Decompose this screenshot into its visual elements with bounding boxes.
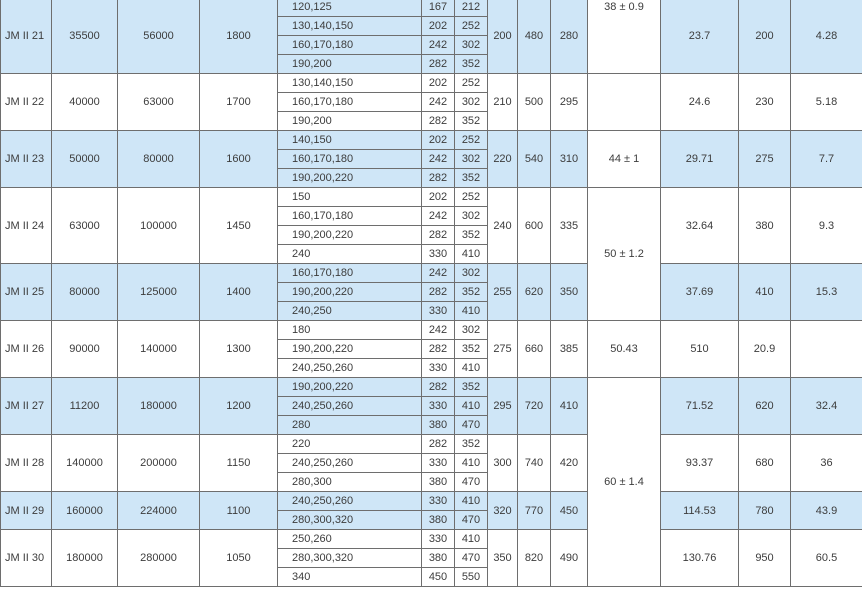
value-cell: 510 xyxy=(661,321,739,378)
model-cell: JM II 21 xyxy=(1,0,52,74)
value-cell: 37.69 xyxy=(661,264,739,321)
value-cell: 63000 xyxy=(52,188,118,264)
value-cell: 380 xyxy=(422,511,455,530)
value-cell: 1050 xyxy=(200,530,278,587)
bore-size-cell: 280 xyxy=(278,416,422,435)
value-cell: 202 xyxy=(422,74,455,93)
value-cell: 302 xyxy=(455,150,488,169)
value-cell: 295 xyxy=(551,74,588,131)
value-cell: 302 xyxy=(455,207,488,226)
value-cell: 242 xyxy=(422,93,455,112)
bore-size-cell: 190,200,220 xyxy=(278,340,422,359)
value-cell: 1400 xyxy=(200,264,278,321)
value-cell: 500 xyxy=(518,74,551,131)
value-cell: 90000 xyxy=(52,321,118,378)
value-cell: 335 xyxy=(551,188,588,264)
value-cell: 140000 xyxy=(52,435,118,492)
value-cell: 480 xyxy=(518,0,551,74)
value-cell: 255 xyxy=(488,264,518,321)
value-cell: 352 xyxy=(455,169,488,188)
bore-size-cell: 150 xyxy=(278,188,422,207)
model-cell: JM II 26 xyxy=(1,321,52,378)
bore-size-cell: 190,200,220 xyxy=(278,169,422,188)
value-cell: 300 xyxy=(488,435,518,492)
value-cell: 20.9 xyxy=(739,321,791,378)
value-cell: 1600 xyxy=(200,131,278,188)
bore-size-cell: 280,300,320 xyxy=(278,511,422,530)
value-cell: 32.4 xyxy=(791,378,862,435)
tolerance-cell: 44 ± 1 xyxy=(588,131,661,188)
value-cell: 302 xyxy=(455,36,488,55)
model-cell: JM II 25 xyxy=(1,264,52,321)
value-cell: 167 xyxy=(422,0,455,17)
value-cell: 1800 xyxy=(200,0,278,74)
value-cell: 282 xyxy=(422,226,455,245)
value-cell: 410 xyxy=(455,492,488,511)
value-cell: 275 xyxy=(488,321,518,378)
value-cell: 202 xyxy=(422,131,455,150)
value-cell: 56000 xyxy=(118,0,200,74)
bore-size-cell: 140,150 xyxy=(278,131,422,150)
value-cell: 410 xyxy=(739,264,791,321)
value-cell: 410 xyxy=(551,378,588,435)
value-cell: 160000 xyxy=(52,492,118,530)
value-cell: 282 xyxy=(422,112,455,131)
model-cell: JM II 30 xyxy=(1,530,52,587)
value-cell: 1200 xyxy=(200,378,278,435)
value-cell: 130.76 xyxy=(661,530,739,587)
value-cell: 282 xyxy=(422,55,455,74)
value-cell: 450 xyxy=(551,492,588,530)
value-cell: 242 xyxy=(422,321,455,340)
bore-size-cell: 280,300 xyxy=(278,473,422,492)
value-cell: 50000 xyxy=(52,131,118,188)
model-cell: JM II 22 xyxy=(1,74,52,131)
value-cell: 180000 xyxy=(118,378,200,435)
value-cell: 330 xyxy=(422,245,455,264)
value-cell: 282 xyxy=(422,378,455,397)
value-cell: 1450 xyxy=(200,188,278,264)
value-cell: 380 xyxy=(422,473,455,492)
value-cell: 740 xyxy=(518,435,551,492)
bore-size-cell: 130,140,150 xyxy=(278,74,422,93)
table-row xyxy=(1,264,862,283)
bore-size-cell: 280,300,320 xyxy=(278,549,422,568)
value-cell: 71.52 xyxy=(661,378,739,435)
value-cell: 410 xyxy=(455,454,488,473)
value-cell: 210 xyxy=(488,74,518,131)
value-cell: 200000 xyxy=(118,435,200,492)
value-cell: 410 xyxy=(455,302,488,321)
value-cell: 80000 xyxy=(52,264,118,321)
value-cell: 950 xyxy=(739,530,791,587)
value-cell: 200 xyxy=(739,0,791,74)
bore-size-cell: 160,170,180 xyxy=(278,150,422,169)
value-cell: 310 xyxy=(551,131,588,188)
value-cell: 352 xyxy=(455,112,488,131)
value-cell: 1700 xyxy=(200,74,278,131)
value-cell: 550 xyxy=(455,568,488,587)
value-cell: 23.7 xyxy=(661,0,739,74)
tolerance-cell: 50 ± 1.2 xyxy=(588,188,661,321)
value-cell: 330 xyxy=(422,492,455,511)
value-cell: 1150 xyxy=(200,435,278,492)
value-cell: 380 xyxy=(422,416,455,435)
value-cell: 43.9 xyxy=(791,492,862,530)
value-cell: 100000 xyxy=(118,188,200,264)
value-cell: 780 xyxy=(739,492,791,530)
value-cell: 280 xyxy=(551,0,588,74)
bore-size-cell: 160,170,180 xyxy=(278,93,422,112)
table-row xyxy=(1,0,862,17)
value-cell: 242 xyxy=(422,150,455,169)
value-cell: 352 xyxy=(455,55,488,74)
value-cell: 330 xyxy=(422,454,455,473)
value-cell: 40000 xyxy=(52,74,118,131)
value-cell: 330 xyxy=(422,397,455,416)
value-cell: 180000 xyxy=(52,530,118,587)
value-cell: 450 xyxy=(422,568,455,587)
bore-size-cell: 160,170,180 xyxy=(278,36,422,55)
table-row xyxy=(1,321,862,340)
bore-size-cell: 240,250,260 xyxy=(278,454,422,473)
value-cell: 240 xyxy=(488,188,518,264)
bore-size-cell: 190,200 xyxy=(278,55,422,74)
value-cell: 50.43 xyxy=(588,321,661,378)
value-cell: 35500 xyxy=(52,0,118,74)
value-cell: 330 xyxy=(422,302,455,321)
value-cell: 36 xyxy=(791,435,862,492)
value-cell: 410 xyxy=(455,245,488,264)
model-cell: JM II 29 xyxy=(1,492,52,530)
bore-size-cell: 190,200,220 xyxy=(278,283,422,302)
bore-size-cell: 250,260 xyxy=(278,530,422,549)
value-cell: 302 xyxy=(455,93,488,112)
value-cell: 282 xyxy=(422,435,455,454)
value-cell: 63000 xyxy=(118,74,200,131)
value-cell: 620 xyxy=(518,264,551,321)
value-cell: 350 xyxy=(488,530,518,587)
value-cell: 380 xyxy=(739,188,791,264)
bore-size-cell: 160,170,180 xyxy=(278,264,422,283)
value-cell: 320 xyxy=(488,492,518,530)
table-row xyxy=(1,435,862,454)
value-cell: 125000 xyxy=(118,264,200,321)
value-cell: 200 xyxy=(488,0,518,74)
value-cell: 680 xyxy=(739,435,791,492)
bore-size-cell: 240,250,260 xyxy=(278,359,422,378)
value-cell: 60.5 xyxy=(791,530,862,587)
table-row xyxy=(1,492,862,511)
value-cell: 352 xyxy=(455,226,488,245)
value-cell: 252 xyxy=(455,74,488,93)
model-cell: JM II 27 xyxy=(1,378,52,435)
value-cell: 352 xyxy=(455,283,488,302)
value-cell: 252 xyxy=(455,131,488,150)
model-cell: JM II 23 xyxy=(1,131,52,188)
value-cell: 540 xyxy=(518,131,551,188)
value-cell: 490 xyxy=(551,530,588,587)
value-cell: 5.18 xyxy=(791,74,862,131)
tolerance-cell: 38 ± 0.9 xyxy=(588,0,661,74)
table-row xyxy=(1,74,862,93)
value-cell: 770 xyxy=(518,492,551,530)
value-cell: 330 xyxy=(422,530,455,549)
value-cell: 140000 xyxy=(118,321,200,378)
bore-size-cell: 190,200,220 xyxy=(278,378,422,397)
bore-size-cell: 190,200,220 xyxy=(278,226,422,245)
value-cell: 820 xyxy=(518,530,551,587)
value-cell: 410 xyxy=(455,397,488,416)
value-cell: 420 xyxy=(551,435,588,492)
value-cell: 32.64 xyxy=(661,188,739,264)
value-cell: 15.3 xyxy=(791,264,862,321)
bore-size-cell: 160,170,180 xyxy=(278,207,422,226)
table-row xyxy=(1,378,862,397)
value-cell: 252 xyxy=(455,17,488,36)
value-cell: 720 xyxy=(518,378,551,435)
value-cell: 380 xyxy=(422,549,455,568)
value-cell: 230 xyxy=(739,74,791,131)
value-cell: 29.71 xyxy=(661,131,739,188)
value-cell: 385 xyxy=(551,321,588,378)
value-cell: 212 xyxy=(455,0,488,17)
value-cell: 220 xyxy=(488,131,518,188)
value-cell: 600 xyxy=(518,188,551,264)
model-cell: JM II 24 xyxy=(1,188,52,264)
value-cell: 280000 xyxy=(118,530,200,587)
value-cell: 242 xyxy=(422,207,455,226)
value-cell: 11200 xyxy=(52,378,118,435)
bore-size-cell: 190,200 xyxy=(278,112,422,131)
value-cell: 470 xyxy=(455,511,488,530)
value-cell: 302 xyxy=(455,321,488,340)
value-cell: 242 xyxy=(422,36,455,55)
value-cell: 252 xyxy=(455,188,488,207)
value-cell: 470 xyxy=(455,549,488,568)
value-cell: 282 xyxy=(422,169,455,188)
bore-size-cell: 340 xyxy=(278,568,422,587)
value-cell: 410 xyxy=(455,530,488,549)
value-cell: 352 xyxy=(455,435,488,454)
bore-size-cell: 240,250,260 xyxy=(278,492,422,511)
value-cell: 295 xyxy=(488,378,518,435)
value-cell: 1300 xyxy=(200,321,278,378)
value-cell: 282 xyxy=(422,340,455,359)
bore-size-cell: 240,250 xyxy=(278,302,422,321)
value-cell: 352 xyxy=(455,378,488,397)
value-cell: 620 xyxy=(739,378,791,435)
value-cell: 410 xyxy=(455,359,488,378)
value-cell: 330 xyxy=(422,359,455,378)
bore-size-cell: 130,140,150 xyxy=(278,17,422,36)
tolerance-cell: 60 ± 1.4 xyxy=(588,378,661,587)
value-cell: 302 xyxy=(455,264,488,283)
bore-size-cell: 220 xyxy=(278,435,422,454)
value-cell: 24.6 xyxy=(661,74,739,131)
value-cell: 93.37 xyxy=(661,435,739,492)
bore-size-cell: 120,125 xyxy=(278,0,422,17)
value-cell: 352 xyxy=(455,340,488,359)
bore-size-cell: 180 xyxy=(278,321,422,340)
value-cell: 242 xyxy=(422,264,455,283)
value-cell: 4.28 xyxy=(791,0,862,74)
value-cell: 350 xyxy=(551,264,588,321)
value-cell: 80000 xyxy=(118,131,200,188)
value-cell: 7.7 xyxy=(791,131,862,188)
model-cell: JM II 28 xyxy=(1,435,52,492)
table-row xyxy=(1,131,862,150)
value-cell: 282 xyxy=(422,283,455,302)
bore-size-cell: 240,250,260 xyxy=(278,397,422,416)
table-row xyxy=(1,530,862,549)
value-cell: 202 xyxy=(422,188,455,207)
value-cell: 275 xyxy=(739,131,791,188)
value-cell: 202 xyxy=(422,17,455,36)
value-cell: 224000 xyxy=(118,492,200,530)
value-cell: 114.53 xyxy=(661,492,739,530)
bore-size-cell: 240 xyxy=(278,245,422,264)
value-cell: 9.3 xyxy=(791,188,862,264)
table-row xyxy=(1,188,862,207)
value-cell: 470 xyxy=(455,416,488,435)
tolerance-cell xyxy=(588,74,661,131)
value-cell: 470 xyxy=(455,473,488,492)
value-cell: 1100 xyxy=(200,492,278,530)
value-cell: 660 xyxy=(518,321,551,378)
